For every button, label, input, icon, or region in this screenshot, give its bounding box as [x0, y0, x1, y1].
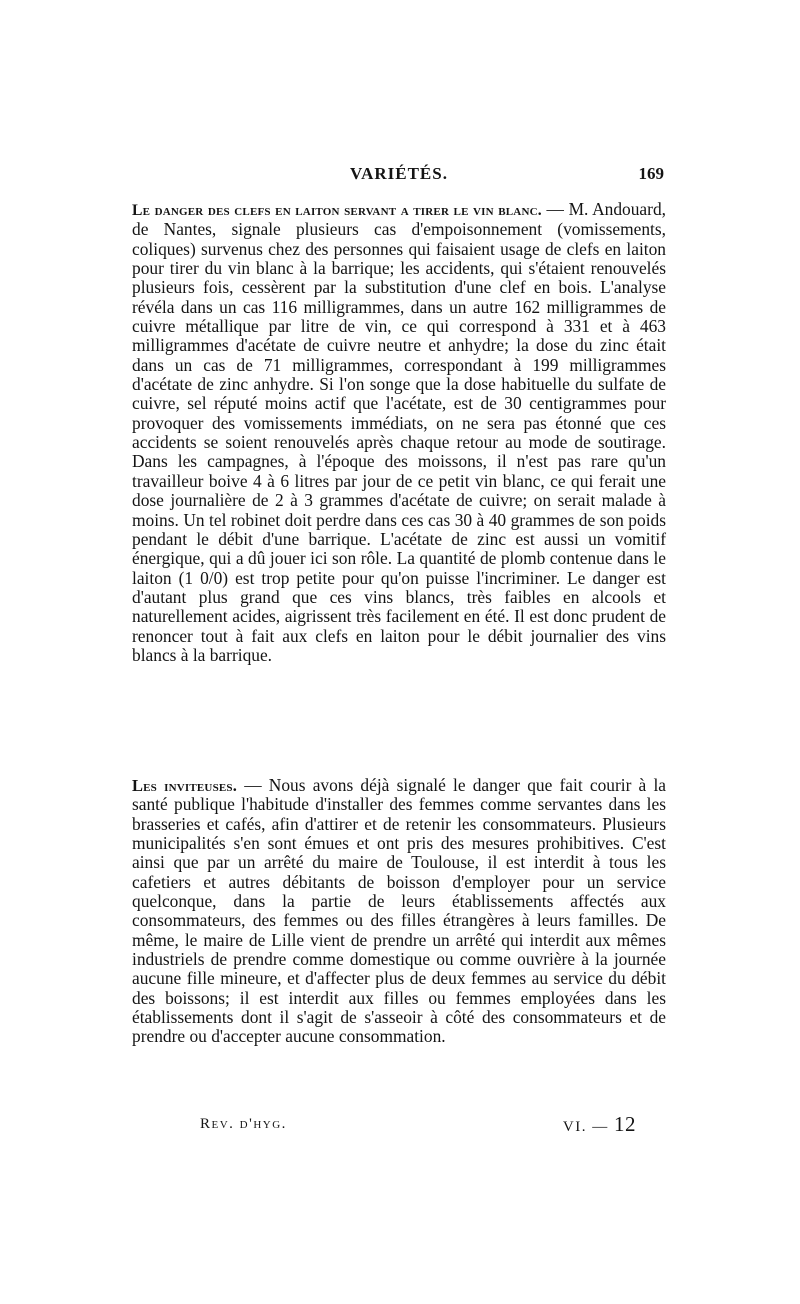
signature-sheet: [563, 1112, 636, 1137]
article-title: Les inviteuses.: [132, 776, 238, 795]
page-number: 169: [638, 164, 664, 183]
article-title: Le danger des clefs en laiton servant a tirer le vin blanc.: [132, 202, 542, 219]
signature-line: [200, 1114, 636, 1138]
article-paragraph: [132, 776, 666, 1047]
article-paragraph: [132, 200, 666, 665]
article-body: — Nous avons déjà signalé le danger que fait courir à la santé publique l'habitude d'installer des femmes comme servantes dans les brasseries et cafés, afin d'attirer et de retenir les consommateurs. Plusieurs municipalités s'en sont émues et ont pris des mesures prohibitives. C'est ainsi que par un arrêté du maire de Toulouse, il est interdit à tous les cafetiers et autres débitants de boisson d'employer pour un service quelconque, dans la partie de leurs établissements affectés aux consommateurs, des femmes ou des filles étrangères à leurs familles. De même, le maire de Lille vient de prendre un arrêté qui interdit aux mêmes industriels de prendre comme domestique ou comme ouvrière à la journée aucune fille mineure, et d'affecter plus de deux femmes au service du débit des boissons; il est interdit aux filles ou femmes employées dans les établissements dont il s'agit de s'asseoir à côté des consommateurs et de prendre ou d'accepter aucune consommation.: [132, 775, 666, 1047]
signature-volume: VI. —: [562, 1119, 609, 1135]
signature-number: 12: [614, 1112, 636, 1136]
running-head: [132, 164, 666, 188]
article-laiton: [132, 200, 666, 665]
signature-journal: Rev. d'hyg.: [200, 1116, 287, 1132]
article-inviteuses: [132, 776, 666, 1047]
article-body: — M. Andouard, de Nantes, signale plusieurs cas d'empoisonnement (vomissements, coliques) survenus chez des personnes qui faisaient usage de clefs en laiton pour tirer du vin blanc à la barrique; les accidents, qui s'étaient renouvelés plusieurs fois, cessèrent par la substitution d'une clef en bois. L'analyse révéla dans un cas 116 milligrammes, dans un autre 162 milligrammes de cuivre métallique par litre de vin, ce qui correspond à 331 et à 463 milligrammes d'acétate de cuivre neutre et anhydre; la dose du zinc était dans un cas de 71 milligrammes, correspondant à 199 milligrammes d'acétate de zinc anhydre. Si l'on songe que la dose habituelle du sulfate de cuivre, sel réputé moins actif que l'acétate, est de 30 centigrammes pour provoquer des vomissements immédiats, on ne sera pas étonné que ces accidents se soient renouvelés après chaque retour au mode de soutirage. Dans les campagnes, à l'époque des moissons, il n'est pas rare qu'un travailleur boive 4 à 6 litres par jour de ce petit vin blanc, ce qui ferait une dose journalière de 2 à 3 grammes d'acétate de cuivre; on serait malade à moins. Un tel robinet doit perdre dans ces cas 30 à 40 grammes de son poids pendant le débit d'une barrique. L'acétate de zinc est aussi un vomitif énergique, qui a dû jouer ici son rôle. La quantité de plomb contenue dans le laiton (1 0/0) est trop petite pour qu'on puisse l'incriminer. Le danger est d'autant plus grand que ces vins blancs, très faibles en alcools et naturellement acides, aigrissent très facilement en été. Il est donc prudent de renoncer tout à fait aux clefs en laiton pour le débit journalier des vins blancs à la barrique.: [132, 199, 666, 665]
running-title: VARIÉTÉS.: [350, 164, 448, 183]
